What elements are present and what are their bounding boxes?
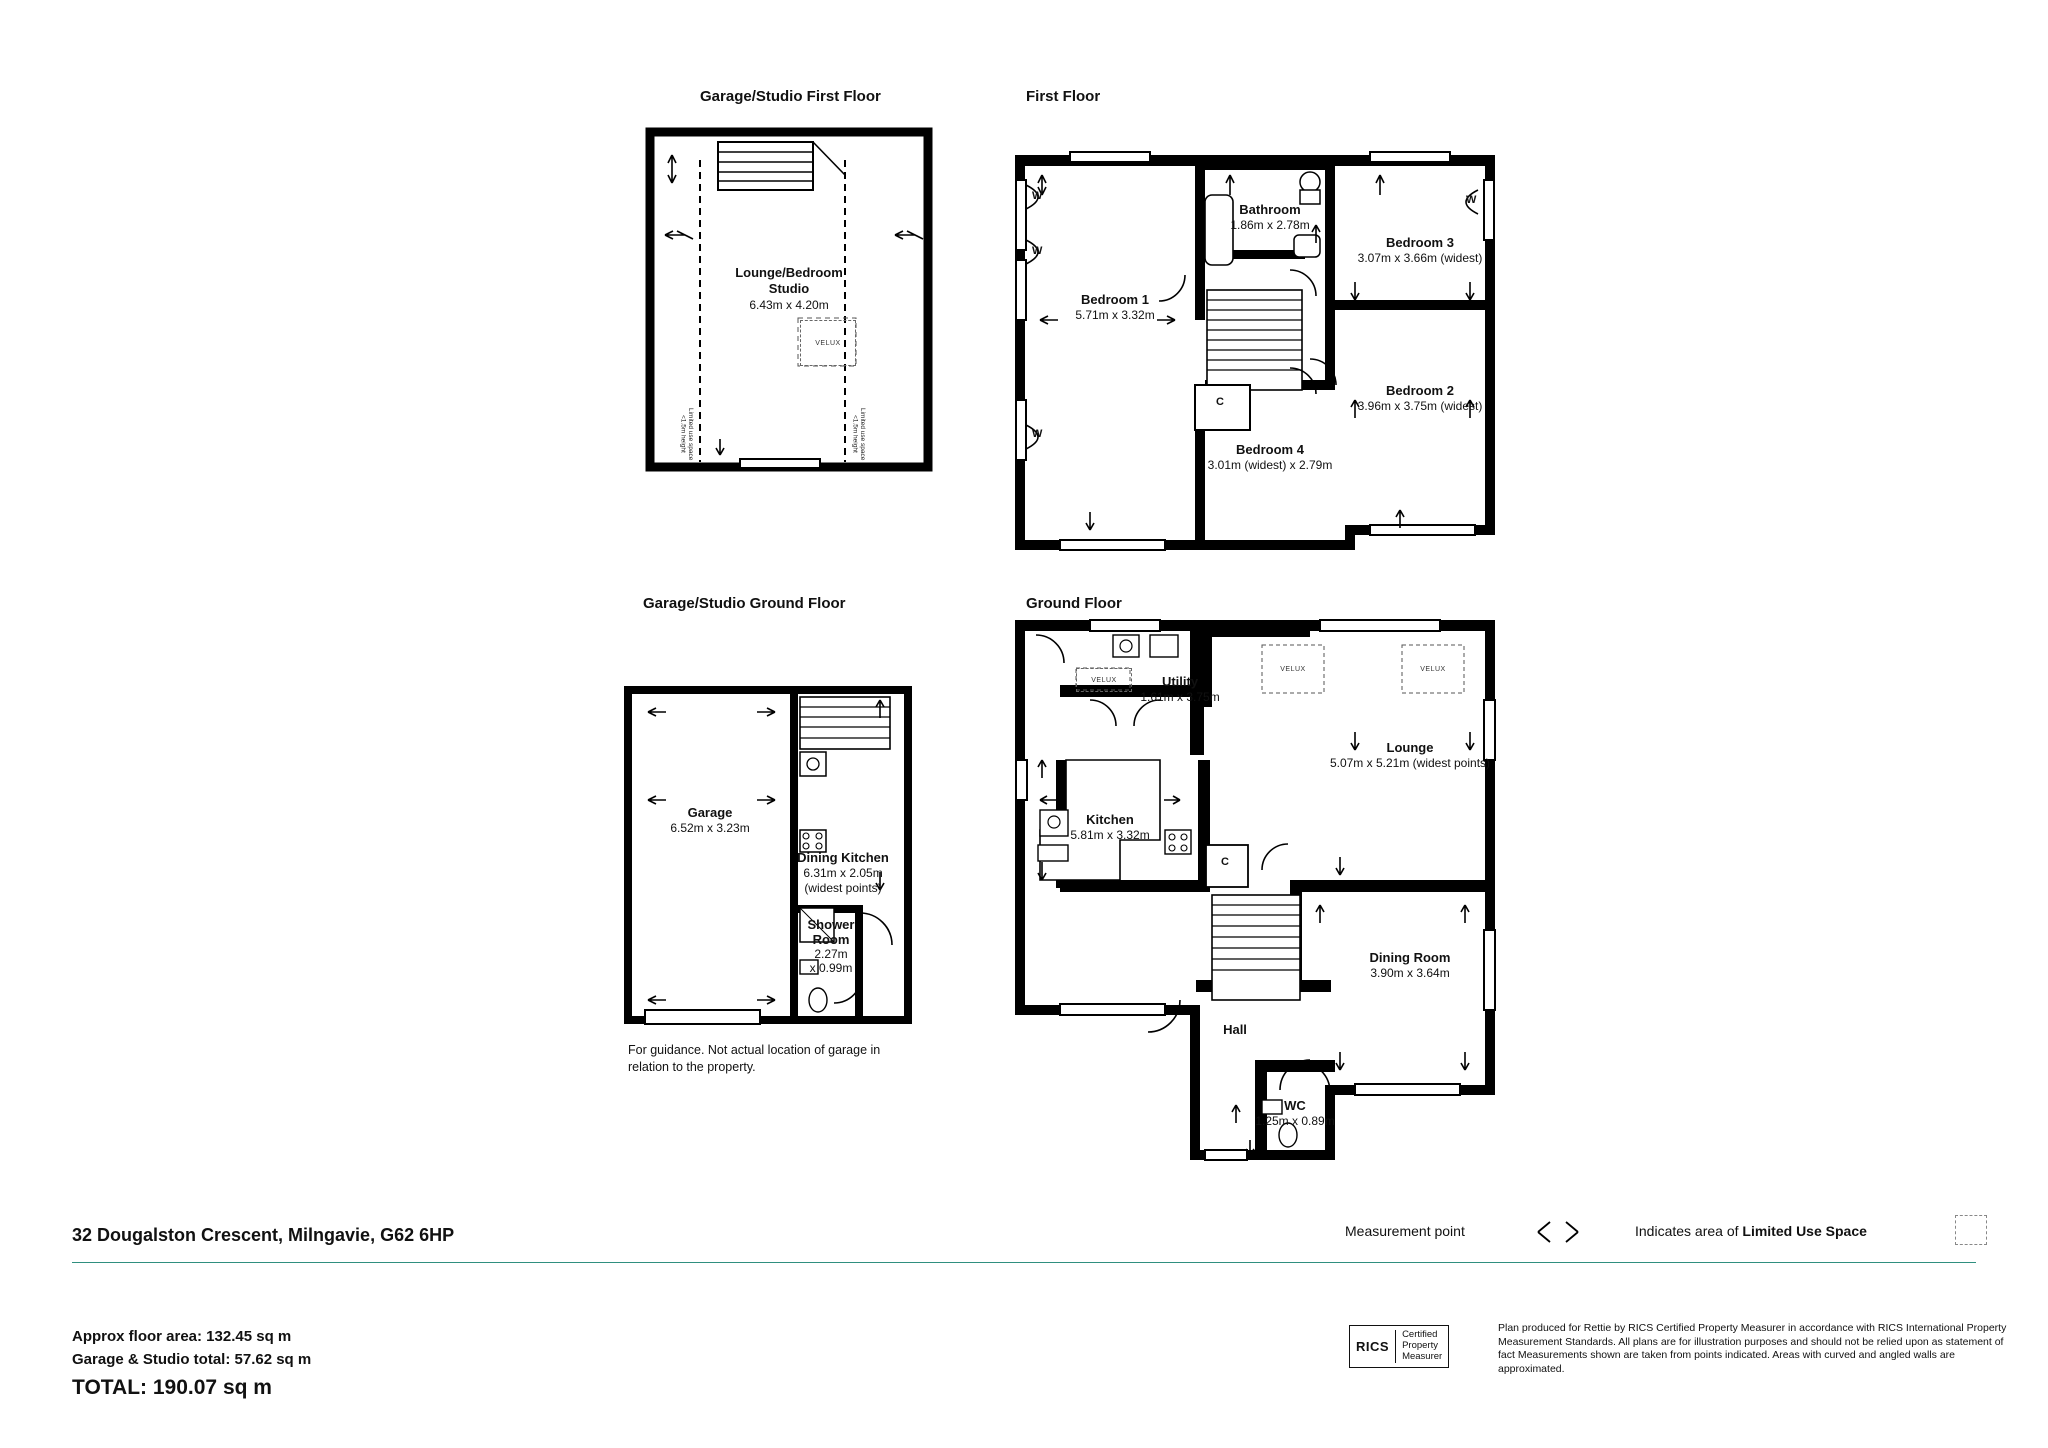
room-label-bedroom-4: Bedroom 4 3.01m (widest) x 2.79m bbox=[1207, 442, 1333, 473]
room-label-bedroom-2: Bedroom 2 3.96m x 3.75m (widest) bbox=[1357, 383, 1483, 414]
room-label-bathroom: Bathroom 1.86m x 2.78m bbox=[1230, 202, 1310, 233]
footer-divider bbox=[72, 1262, 1976, 1263]
room-label-lounge: Lounge 5.07m x 5.21m (widest points) bbox=[1329, 740, 1491, 771]
limited-use-legend-bold: Limited Use Space bbox=[1742, 1223, 1867, 1239]
limited-use-legend-text: Indicates area of bbox=[1635, 1223, 1743, 1239]
limited-use-label-left: Limited use space <1.5m height bbox=[679, 407, 694, 461]
measurement-point-legend: Measurement point bbox=[1345, 1223, 1465, 1239]
room-label-studio: Lounge/Bedroom Studio 6.43m x 4.20m bbox=[735, 265, 843, 312]
limited-use-legend bbox=[1635, 1223, 1867, 1239]
area-summary bbox=[72, 1325, 311, 1404]
velux-marker-studio: VELUX bbox=[800, 320, 856, 366]
approx-floor-area: Approx floor area: 132.45 sq m bbox=[72, 1328, 292, 1345]
disclaimer-text: Plan produced for Rettie by RICS Certified Property Measurer in accordance with RICS International Property Measurement Standards. All plans are for illustration purposes and should not be relied upon as statement of fact Measurements shown are taken from points indicated. Areas with curved and angled walls are approximated. bbox=[1498, 1322, 2007, 1375]
room-label-dining-room: Dining Room 3.90m x 3.64m bbox=[1369, 950, 1451, 981]
rics-logo: RICS bbox=[1356, 1338, 1390, 1354]
room-label-utility: Utility 1.61m x 3.75m bbox=[1140, 674, 1220, 705]
velux-marker-utility: VELUX bbox=[1076, 668, 1132, 692]
wardrobe-marker-1: W bbox=[1032, 190, 1043, 202]
room-label-garage: Garage 6.52m x 3.23m bbox=[670, 805, 750, 836]
cupboard-marker-ground-floor: C bbox=[1221, 856, 1229, 868]
room-label-dining-kitchen: Dining Kitchen 6.31m x 2.05m (widest points) bbox=[797, 850, 889, 896]
ground-floor-walls bbox=[1016, 620, 1495, 1160]
cupboard-marker-first-floor: C bbox=[1216, 396, 1224, 408]
room-label-kitchen: Kitchen 5.81m x 3.32m bbox=[1070, 812, 1150, 843]
wardrobe-marker-3: W bbox=[1032, 428, 1043, 440]
room-label-wc: WC 1.25m x 0.89m bbox=[1255, 1098, 1335, 1129]
room-label-hall: Hall bbox=[1223, 1022, 1247, 1037]
room-label-shower-room: Shower Room 2.27m x 0.99m bbox=[807, 917, 855, 975]
velux-marker-lounge-1: VELUX bbox=[1280, 665, 1306, 673]
wardrobe-marker-2: W bbox=[1032, 245, 1043, 257]
garage-guidance-note: For guidance. Not actual location of garage in relation to the property. bbox=[628, 1043, 881, 1074]
wardrobe-marker-4: W bbox=[1466, 194, 1477, 206]
plan-title-garage-studio-first-floor: Garage/Studio First Floor bbox=[700, 88, 881, 105]
garage-studio-total: Garage & Studio total: 57.62 sq m bbox=[72, 1351, 312, 1369]
plan-title-first-floor: First Floor bbox=[1026, 88, 1101, 105]
property-address: 32 Dougalston Crescent, Milngavie, G62 6HP bbox=[72, 1225, 455, 1245]
rics-badge bbox=[1349, 1325, 1449, 1368]
limited-use-label-right: Limited use space <1.5m height bbox=[851, 407, 866, 461]
total-area: TOTAL: 190.07 sq m bbox=[72, 1375, 272, 1399]
measurement-point-symbol bbox=[1538, 1222, 1578, 1242]
rics-certification-text: Certified Property Measurer bbox=[1395, 1330, 1442, 1363]
velux-marker-lounge-2: VELUX bbox=[1420, 665, 1446, 673]
limited-use-legend-swatch bbox=[1955, 1215, 1987, 1245]
plan-title-ground-floor: Ground Floor bbox=[1026, 595, 1122, 612]
plan-title-garage-studio-ground-floor: Garage/Studio Ground Floor bbox=[643, 595, 846, 612]
room-label-bedroom-3: Bedroom 3 3.07m x 3.66m (widest) bbox=[1357, 235, 1483, 266]
room-label-bedroom-1: Bedroom 1 5.71m x 3.32m bbox=[1075, 292, 1155, 323]
